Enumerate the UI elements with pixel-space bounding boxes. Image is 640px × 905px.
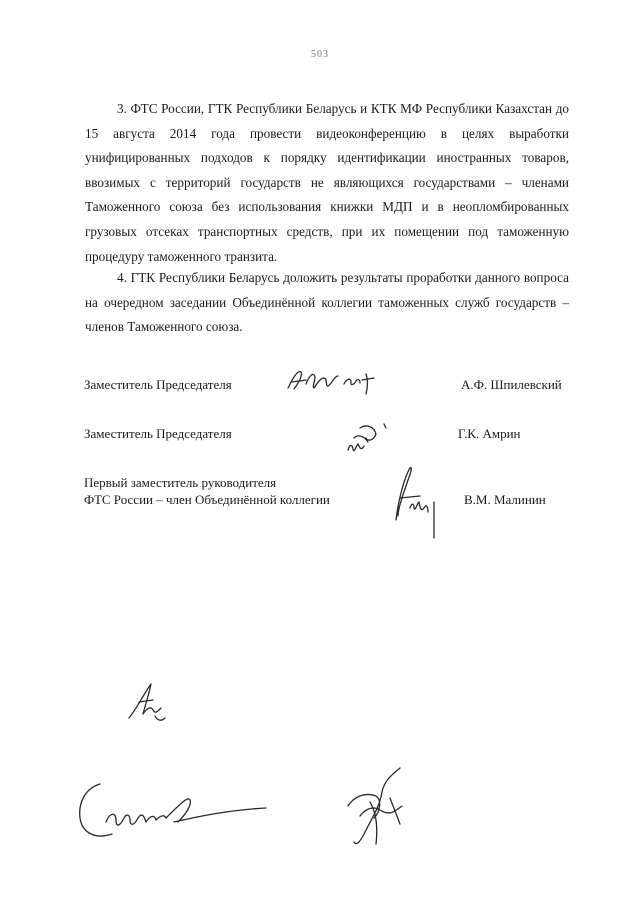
signatory-2-title: Заместитель Председателя	[84, 426, 232, 441]
signatory-1-title: Заместитель Председателя	[84, 377, 232, 392]
bottom-right-signature-scribble	[330, 762, 420, 852]
signature-3-scribble	[386, 462, 446, 542]
page-number: 503	[311, 49, 329, 60]
signature-1-scribble	[284, 362, 384, 396]
bottom-left-signature-scribble	[70, 770, 270, 850]
paragraph-3-text: 3. ФТС России, ГТК Республики Беларусь и КТК МФ Республики Казахстан до 15 августа 2014 года провести видеоконференцию в целях выработки унифицированных подходов к порядку идентификации иностранных товаров, ввозимых с территорий государств не являющихся государствами – членами Таможенного союза без использования книжки МДП и в неопломбированных грузовых отсеках транспортных средств, при их помещении под таможенную процедуру таможенного транзита.	[85, 101, 569, 264]
signatory-2-name: Г.К. Амрин	[458, 426, 521, 441]
signatory-1-name: А.Ф. Шпилевский	[461, 377, 562, 392]
paragraph-4	[85, 266, 569, 340]
paragraph-3	[85, 97, 569, 269]
signatory-3-name: В.М. Малинин	[464, 492, 546, 507]
signatory-3-title-line1: Первый заместитель руководителя	[84, 475, 277, 490]
signatory-3-title	[84, 474, 330, 508]
paragraph-4-text: 4. ГТК Республики Беларусь доложить результаты проработки данного вопроса на очередном заседании Объединённой коллегии таможенных служб государств – членов Таможенного союза.	[85, 270, 569, 335]
signatory-3-title-line2: ФТС России – член Объединённой коллегии	[84, 492, 330, 507]
signature-2-scribble	[344, 416, 394, 456]
initials-scribble	[125, 678, 175, 724]
